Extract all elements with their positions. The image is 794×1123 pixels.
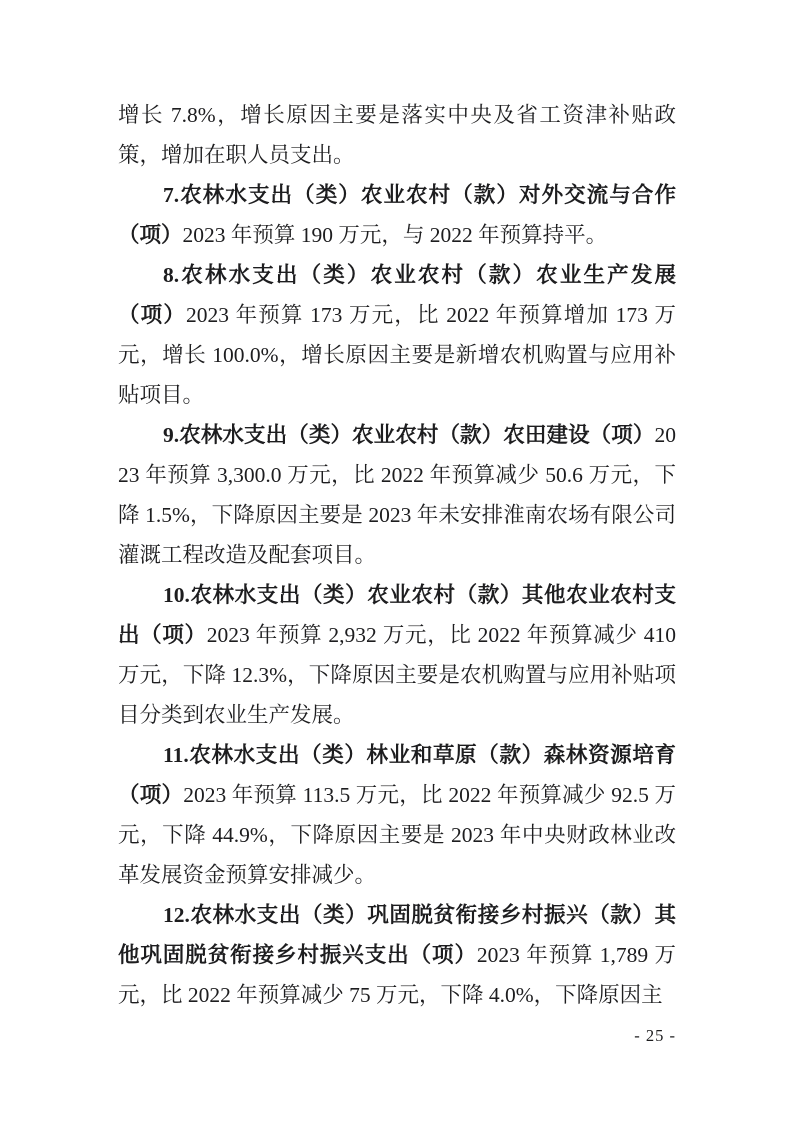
- paragraph-heading: 8.农林水支出（类）农业农村（款）农业生产发展（项）: [118, 263, 676, 327]
- paragraph-text: 2023 年预算 190 万元，与 2022 年预算持平。: [182, 223, 608, 247]
- paragraph-item-9: [118, 415, 676, 575]
- paragraph-item-7: [118, 175, 676, 255]
- paragraph-heading: 11.农林水支出（类）林业和草原（款）森林资源培育（项）: [118, 743, 676, 807]
- paragraph-item-11: [118, 735, 676, 895]
- paragraph-text: 2023 年预算 173 万元，比 2022 年预算增加 173 万元，增长 100.0%，增长原因主要是新增农机购置与应用补贴项目。: [118, 303, 676, 407]
- paragraph-item-10: [118, 575, 676, 735]
- page-number: - 25 -: [634, 1026, 676, 1045]
- paragraph-heading: 10.农林水支出（类）农业农村（款）其他农业农村支出（项）: [118, 583, 676, 647]
- paragraph-item-12: [118, 895, 676, 1015]
- paragraph-text: 2023 年预算 2,932 万元，比 2022 年预算减少 410 万元，下降 12.3%，下降原因主要是农机购置与应用补贴项目分类到农业生产发展。: [118, 623, 676, 727]
- paragraph-item-8: [118, 255, 676, 415]
- paragraph-text: 增长 7.8%，增长原因主要是落实中央及省工资津补贴政策，增加在职人员支出。: [118, 103, 676, 167]
- paragraph-text: 2023 年预算 1,789 万元，比 2022 年预算减少 75 万元，下降 4.0%，下降原因主: [118, 943, 676, 1007]
- document-body: [118, 95, 676, 1015]
- paragraph-text: 2023 年预算 113.5 万元，比 2022 年预算减少 92.5 万元，下降 44.9%，下降原因主要是 2023 年中央财政林业改革发展资金预算安排减少。: [118, 783, 676, 887]
- paragraph-heading: 9.农林水支出（类）农业农村（款）农田建设（项）: [163, 423, 655, 447]
- paragraph-heading: 7.农林水支出（类）农业农村（款）对外交流与合作（项）: [118, 183, 676, 247]
- paragraph-heading: 12.农林水支出（类）巩固脱贫衔接乡村振兴（款）其他巩固脱贫衔接乡村振兴支出（项）: [118, 903, 676, 967]
- paragraph-text: 2023 年预算 3,300.0 万元，比 2022 年预算减少 50.6 万元，下降 1.5%，下降原因主要是 2023 年未安排淮南农场有限公司灌溉工程改造及配套项目。: [118, 423, 676, 567]
- paragraph-continuation: [118, 95, 676, 175]
